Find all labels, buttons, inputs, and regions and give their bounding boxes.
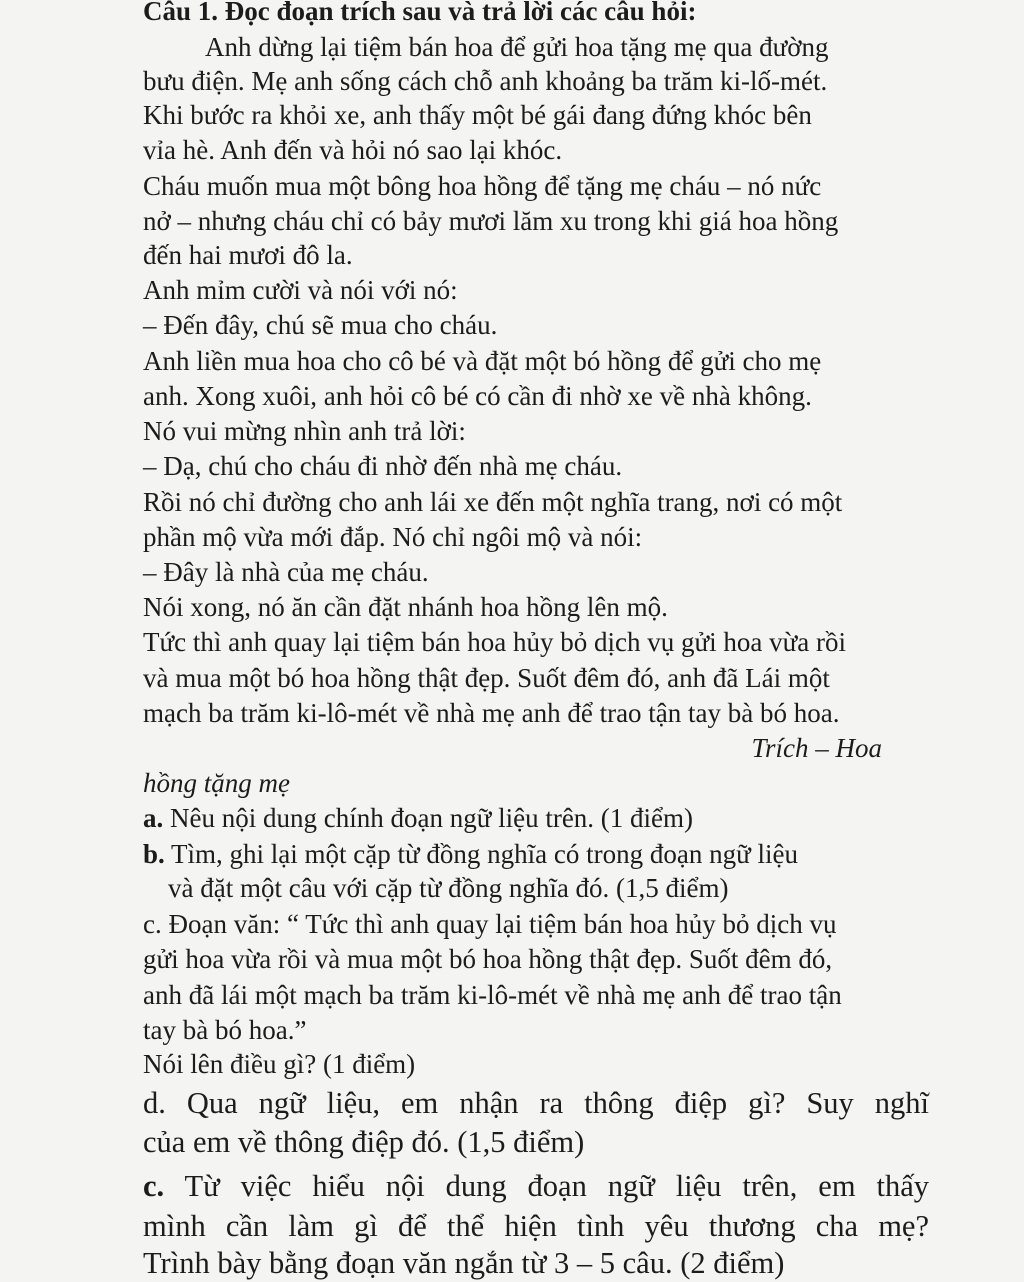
passage-line: vỉa hè. Anh đến và hỏi nó sao lại khóc. — [143, 135, 563, 165]
source-citation-cont: hồng tặng mẹ — [143, 768, 290, 798]
passage-line: Anh dừng lại tiệm bán hoa để gửi hoa tặng mẹ qua đường — [205, 32, 829, 62]
passage-line: Anh mỉm cười và nói với nó: — [143, 275, 458, 305]
question-b-label: b. — [143, 839, 165, 869]
passage-line: mạch ba trăm ki-lô-mét về nhà mẹ anh để trao tận tay bà bó hoa. — [143, 698, 840, 728]
question-c-line: Nói lên điều gì? (1 điểm) — [143, 1049, 416, 1079]
passage-line: Nó vui mừng nhìn anh trả lời: — [143, 416, 466, 446]
question-b-text: Tìm, ghi lại một cặp từ đồng nghĩa có trong đoạn ngữ liệu — [164, 839, 798, 869]
passage-line: Anh liền mua hoa cho cô bé và đặt một bó hồng để gửi cho mẹ — [143, 346, 822, 376]
passage-line: Cháu muốn mua một bông hoa hồng để tặng mẹ cháu – nó nức — [143, 171, 822, 201]
question-e-line: Trình bày bằng đoạn văn ngắn từ 3 – 5 câu. (2 điểm) — [143, 1246, 785, 1280]
passage-line: và mua một bó hoa hồng thật đẹp. Suốt đêm đó, anh đã Lái một — [143, 663, 830, 693]
passage-line: – Đây là nhà của mẹ cháu. — [143, 557, 429, 587]
passage-line: Rồi nó chỉ đường cho anh lái xe đến một nghĩa trang, nơi có một — [143, 487, 843, 517]
question-a-text: Nêu nội dung chính đoạn ngữ liệu trên. (1 điểm) — [163, 803, 694, 833]
question-b-cont: và đặt một câu với cặp từ đồng nghĩa đó. (1,5 điểm) — [168, 873, 729, 903]
passage-line: anh. Xong xuôi, anh hỏi cô bé có cần đi nhờ xe về nhà không. — [143, 381, 812, 411]
question-a — [143, 801, 693, 835]
question-c-line: anh đã lái một mạch ba trăm ki-lô-mét về nhà mẹ anh để trao tận — [143, 980, 842, 1010]
question-c-line: gửi hoa vừa rồi và mua một bó hoa hồng thật đẹp. Suốt đêm đó, — [143, 944, 833, 974]
question-e-label: c. — [143, 1169, 165, 1203]
question-title: Câu 1. Đọc đoạn trích sau và trả lời các câu hỏi: — [143, 0, 697, 26]
question-c-line: tay bà bó hoa.” — [143, 1015, 307, 1045]
question-e-line — [143, 1167, 929, 1205]
passage-line: Nói xong, nó ăn cần đặt nhánh hoa hồng lên mộ. — [143, 592, 668, 622]
passage-line: phần mộ vừa mới đắp. Nó chỉ ngôi mộ và nói: — [143, 522, 643, 552]
question-d-line: của em về thông điệp đó. (1,5 điểm) — [143, 1125, 585, 1159]
question-a-label: a. — [143, 803, 164, 833]
question-e-line: mình cần làm gì để thể hiện tình yêu thương cha mẹ? — [143, 1209, 929, 1243]
question-c-line: c. Đoạn văn: “ Tức thì anh quay lại tiệm bán hoa hủy bỏ dịch vụ — [143, 909, 837, 939]
passage-line: Tức thì anh quay lại tiệm bán hoa hủy bỏ dịch vụ gửi hoa vừa rồi — [143, 627, 846, 657]
question-b — [143, 837, 798, 871]
passage-line: – Đến đây, chú sẽ mua cho cháu. — [143, 310, 498, 340]
source-citation: Trích – Hoa — [751, 733, 882, 763]
passage-line: bưu điện. Mẹ anh sống cách chỗ anh khoảng ba trăm ki-lố-mét. — [143, 66, 828, 96]
passage-line: – Dạ, chú cho cháu đi nhờ đến nhà mẹ cháu. — [143, 451, 623, 481]
question-e-text: Từ việc hiểu nội dung đoạn ngữ liệu trên, em thấy — [164, 1169, 929, 1203]
passage-line: nở – nhưng cháu chỉ có bảy mươi lăm xu trong khi giá hoa hồng — [143, 206, 839, 236]
passage-line: Khi bước ra khỏi xe, anh thấy một bé gái đang đứng khóc bên — [143, 100, 812, 130]
passage-line: đến hai mươi đô la. — [143, 240, 353, 270]
question-d-line: d. Qua ngữ liệu, em nhận ra thông điệp gì? Suy nghĩ — [143, 1086, 929, 1120]
